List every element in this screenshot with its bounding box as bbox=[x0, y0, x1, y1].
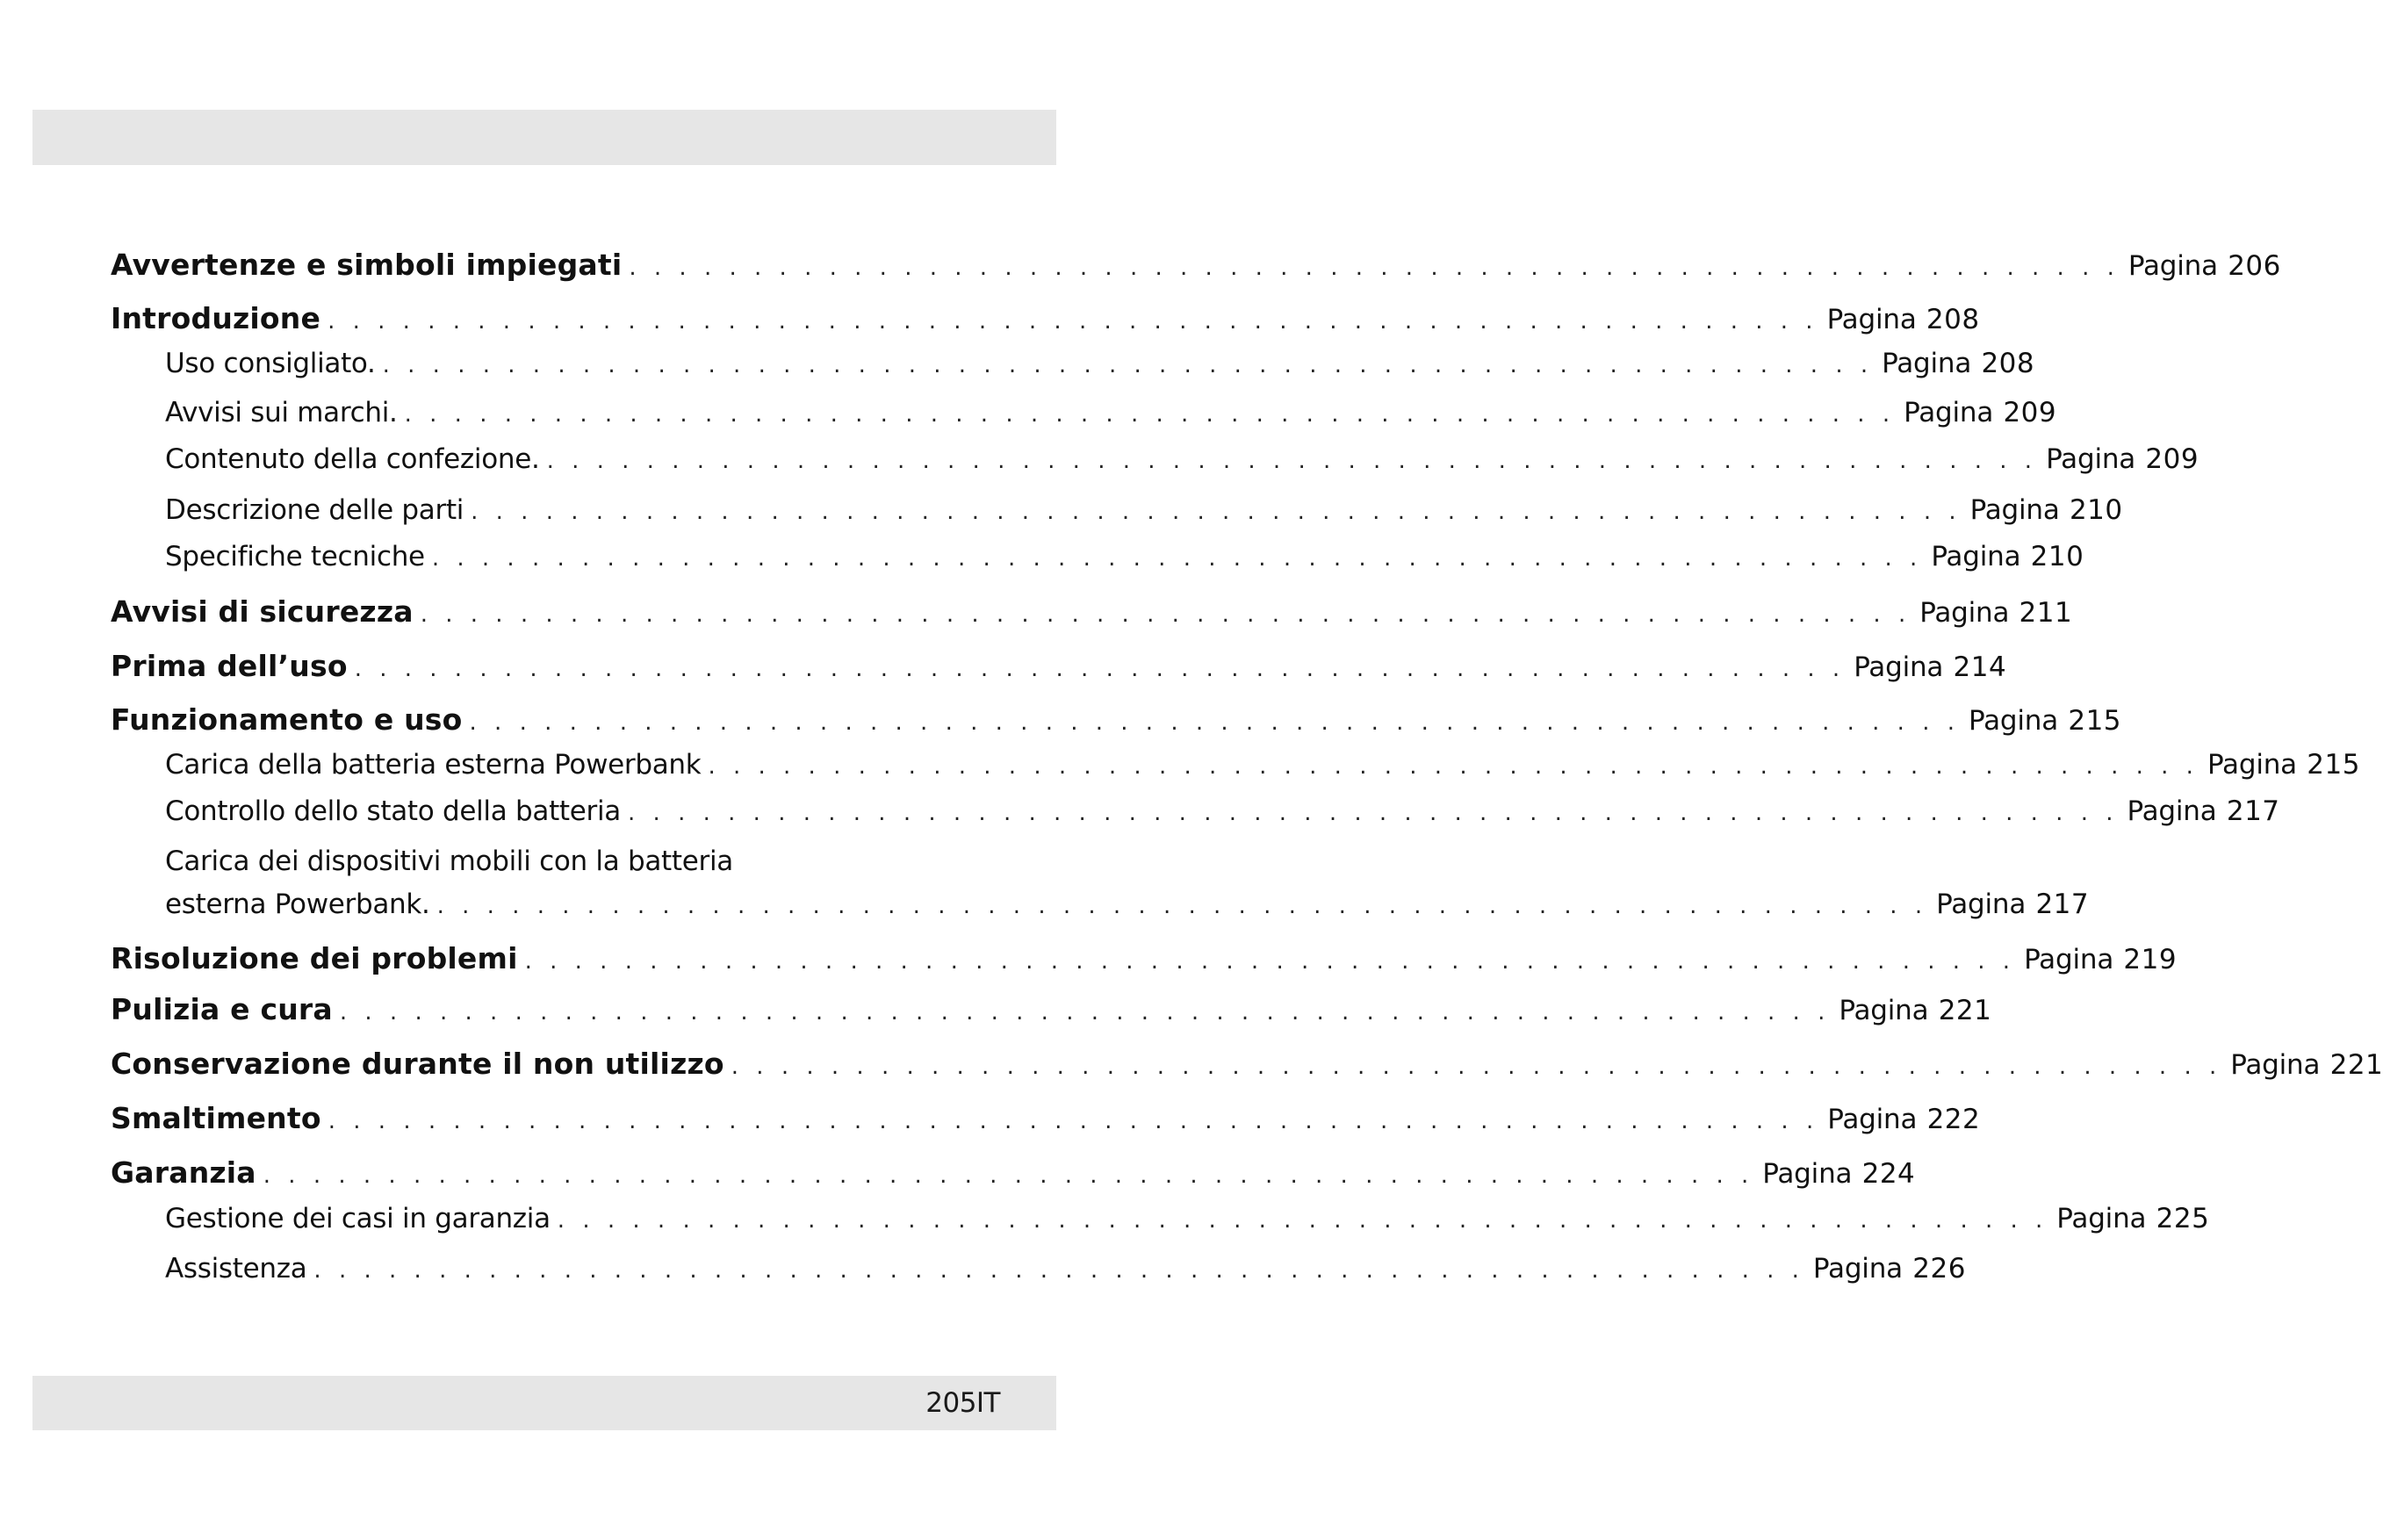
page-label: Pagina bbox=[1882, 348, 1972, 379]
dot-leader: . . . . . . . . . . . . . . . . . . . . . . . . . . . . . . . . . . . . . . . . . . . . . . . . . . . . . . . . . . . . bbox=[431, 545, 1923, 572]
page-number: 214 bbox=[1953, 651, 2007, 683]
page-label: Pagina bbox=[1826, 304, 1917, 335]
toc-entry-introduzione[interactable] bbox=[111, 301, 1980, 335]
dot-leader: . . . . . . . . . . . . . . . . . . . . . . . . . . . . . . . . . . . . . . . . . . . . . . . . . . . . . . . . . . . . bbox=[471, 499, 1962, 525]
toc-entry-avvertenze[interactable] bbox=[111, 248, 2281, 282]
page-label: Pagina bbox=[1969, 705, 2059, 737]
toc-entry-avvisi-sicurezza[interactable] bbox=[111, 594, 2073, 629]
page-number: 217 bbox=[2226, 795, 2280, 827]
page-number: 215 bbox=[2068, 705, 2122, 737]
toc-entry-title: Funzionamento e uso bbox=[111, 702, 463, 737]
page-label: Pagina bbox=[1827, 1104, 1918, 1135]
toc-entry-pulizia-cura[interactable] bbox=[111, 992, 1992, 1026]
page-label: Pagina bbox=[1936, 889, 2027, 920]
table-of-contents bbox=[111, 0, 2383, 1540]
dot-leader: . . . . . . . . . . . . . . . . . . . . . . . . . . . . . . . . . . . . . . . . . . . . . . . . . . . . . . . . . . . . bbox=[436, 893, 1928, 919]
dot-leader: . . . . . . . . . . . . . . . . . . . . . . . . . . . . . . . . . . . . . . . . . . . . . . . . . . . . . . . . . . . . bbox=[708, 753, 2199, 780]
page-label: Pagina bbox=[2056, 1203, 2147, 1234]
toc-entry-title: Gestione dei casi in garanzia bbox=[165, 1203, 551, 1234]
dot-leader: . . . . . . . . . . . . . . . . . . . . . . . . . . . . . . . . . . . . . . . . . . . . . . . . . . . . . . . . . . . . bbox=[263, 1162, 1754, 1189]
page-label: Pagina bbox=[2207, 749, 2297, 781]
dot-leader: . . . . . . . . . . . . . . . . . . . . . . . . . . . . . . . . . . . . . . . . . . . . . . . . . . . . . . . . . . . . bbox=[328, 308, 1818, 335]
toc-entry-title: Conservazione durante il non utilizzo bbox=[111, 1047, 724, 1081]
footer-page-number: 205IT bbox=[925, 1387, 1000, 1419]
page-label: Pagina bbox=[1812, 1253, 1903, 1285]
page-label: Pagina bbox=[1931, 541, 2021, 572]
page-number: 225 bbox=[2156, 1203, 2210, 1234]
toc-entry-garanzia[interactable] bbox=[111, 1155, 1916, 1190]
toc-entry-funzionamento-uso[interactable] bbox=[111, 702, 2122, 737]
page-number: 226 bbox=[1912, 1253, 1966, 1285]
dot-leader: . . . . . . . . . . . . . . . . . . . . . . . . . . . . . . . . . . . . . . . . . . . . . . . . . . . . . . . . . . . . bbox=[557, 1207, 2048, 1234]
page-label: Pagina bbox=[1904, 397, 1994, 428]
toc-entry-assistenza[interactable] bbox=[165, 1253, 1966, 1285]
toc-entry-title: Specifiche tecniche bbox=[165, 541, 425, 572]
page-number: 211 bbox=[2019, 597, 2073, 629]
dot-leader: . . . . . . . . . . . . . . . . . . . . . . . . . . . . . . . . . . . . . . . . . . . . . . . . . . . . . . . . . . . . bbox=[420, 601, 1911, 628]
toc-entry-avvisi-marchi[interactable] bbox=[165, 397, 2057, 428]
page-label: Pagina bbox=[2046, 443, 2136, 475]
toc-entry-carica-batteria[interactable] bbox=[165, 749, 2360, 781]
toc-entry-controllo-stato[interactable] bbox=[165, 795, 2280, 827]
page-number: 224 bbox=[1861, 1158, 1916, 1190]
dot-leader: . . . . . . . . . . . . . . . . . . . . . . . . . . . . . . . . . . . . . . . . . . . . . . . . . . . . . . . . . . . . bbox=[524, 948, 2016, 975]
dot-leader: . . . . . . . . . . . . . . . . . . . . . . . . . . . . . . . . . . . . . . . . . . . . . . . . . . . . . . . . . . . . bbox=[313, 1257, 1804, 1284]
toc-entry-title: Garanzia bbox=[111, 1155, 256, 1190]
dot-leader: . . . . . . . . . . . . . . . . . . . . . . . . . . . . . . . . . . . . . . . . . . . . . . . . . . . . . . . . . . . . bbox=[339, 999, 1831, 1025]
page-number: 219 bbox=[2123, 944, 2178, 975]
toc-entry-title: Introduzione bbox=[111, 301, 321, 335]
toc-entry-contenuto-confezione[interactable] bbox=[165, 443, 2199, 475]
page-number: 209 bbox=[2145, 443, 2199, 475]
toc-entry-title: Pulizia e cura bbox=[111, 992, 333, 1026]
dot-leader: . . . . . . . . . . . . . . . . . . . . . . . . . . . . . . . . . . . . . . . . . . . . . . . . . . . . . . . . . . . . bbox=[629, 255, 2120, 281]
page-label: Pagina bbox=[2127, 795, 2217, 827]
dot-leader: . . . . . . . . . . . . . . . . . . . . . . . . . . . . . . . . . . . . . . . . . . . . . . . . . . . . . . . . . . . . bbox=[469, 709, 1961, 736]
dot-leader: . . . . . . . . . . . . . . . . . . . . . . . . . . . . . . . . . . . . . . . . . . . . . . . . . . . . . . . . . . . . bbox=[628, 800, 2119, 826]
toc-entry-title: Avvertenze e simboli impiegati bbox=[111, 248, 623, 282]
toc-entry-title: Smaltimento bbox=[111, 1101, 321, 1135]
page-label: Pagina bbox=[1969, 494, 2060, 526]
dot-leader: . . . . . . . . . . . . . . . . . . . . . . . . . . . . . . . . . . . . . . . . . . . . . . . . . . . . . . . . . . . . bbox=[546, 448, 2038, 474]
toc-entry-smaltimento[interactable] bbox=[111, 1101, 1981, 1135]
page-number: 210 bbox=[2030, 541, 2084, 572]
toc-entry-title-line1: Carica dei dispositivi mobili con la batteria bbox=[165, 846, 733, 877]
page-number: 209 bbox=[2003, 397, 2057, 428]
toc-entry-uso-consigliato[interactable] bbox=[165, 348, 2035, 379]
toc-entry-title: Assistenza bbox=[165, 1253, 307, 1285]
toc-entry-conservazione[interactable] bbox=[111, 1047, 2383, 1081]
toc-entry-title: Risoluzione dei problemi bbox=[111, 941, 518, 975]
toc-entry-title: Uso consigliato. bbox=[165, 348, 376, 379]
page-label: Pagina bbox=[1762, 1158, 1853, 1190]
page-number: 222 bbox=[1926, 1104, 1981, 1135]
page-label: Pagina bbox=[1919, 597, 2010, 629]
dot-leader: . . . . . . . . . . . . . . . . . . . . . . . . . . . . . . . . . . . . . . . . . . . . . . . . . . . . . . . . . . . . bbox=[354, 656, 1846, 682]
toc-entry-title: Prima dell’uso bbox=[111, 649, 348, 683]
dot-leader: . . . . . . . . . . . . . . . . . . . . . . . . . . . . . . . . . . . . . . . . . . . . . . . . . . . . . . . . . . . . bbox=[404, 401, 1896, 428]
page-label: Pagina bbox=[2024, 944, 2114, 975]
page-number: 206 bbox=[2228, 250, 2281, 282]
toc-entry-title: Avvisi sui marchi. bbox=[165, 397, 398, 428]
page-number: 210 bbox=[2069, 494, 2123, 526]
page-number: 217 bbox=[2035, 889, 2090, 920]
page-number: 221 bbox=[2329, 1049, 2383, 1081]
toc-entry-title: Carica della batteria esterna Powerbank bbox=[165, 749, 702, 781]
toc-entry-title: Controllo dello stato della batteria bbox=[165, 795, 622, 827]
page-label: Pagina bbox=[1854, 651, 1944, 683]
toc-entry-descrizione-parti[interactable] bbox=[165, 494, 2123, 526]
page-label: Pagina bbox=[2230, 1049, 2321, 1081]
toc-entry-carica-dispositivi[interactable] bbox=[165, 889, 2090, 920]
footer-band bbox=[32, 1376, 1056, 1430]
toc-entry-gestione-garanzia[interactable] bbox=[165, 1203, 2210, 1234]
toc-entry-title: Descrizione delle parti bbox=[165, 494, 464, 526]
page-label: Pagina bbox=[1839, 995, 1929, 1026]
toc-entry-risoluzione-problemi[interactable] bbox=[111, 941, 2178, 975]
dot-leader: . . . . . . . . . . . . . . . . . . . . . . . . . . . . . . . . . . . . . . . . . . . . . . . . . . . . . . . . . . . . bbox=[382, 352, 1874, 378]
page-number: 208 bbox=[1981, 348, 2035, 379]
dot-leader: . . . . . . . . . . . . . . . . . . . . . . . . . . . . . . . . . . . . . . . . . . . . . . . . . . . . . . . . . . . . bbox=[328, 1108, 1819, 1134]
toc-entry-specifiche-tecniche[interactable] bbox=[165, 541, 2084, 572]
toc-entry-title: Contenuto della confezione. bbox=[165, 443, 540, 475]
toc-entry-title: Avvisi di sicurezza bbox=[111, 594, 414, 629]
toc-entry-title: esterna Powerbank. bbox=[165, 889, 430, 920]
dot-leader: . . . . . . . . . . . . . . . . . . . . . . . . . . . . . . . . . . . . . . . . . . . . . . . . . . . . . . . . . . . . bbox=[731, 1054, 2222, 1080]
page-number: 221 bbox=[1938, 995, 1992, 1026]
page-number: 208 bbox=[1926, 304, 1980, 335]
toc-entry-prima-uso[interactable] bbox=[111, 649, 2007, 683]
page-number: 215 bbox=[2307, 749, 2360, 781]
page-label: Pagina bbox=[2127, 250, 2218, 282]
